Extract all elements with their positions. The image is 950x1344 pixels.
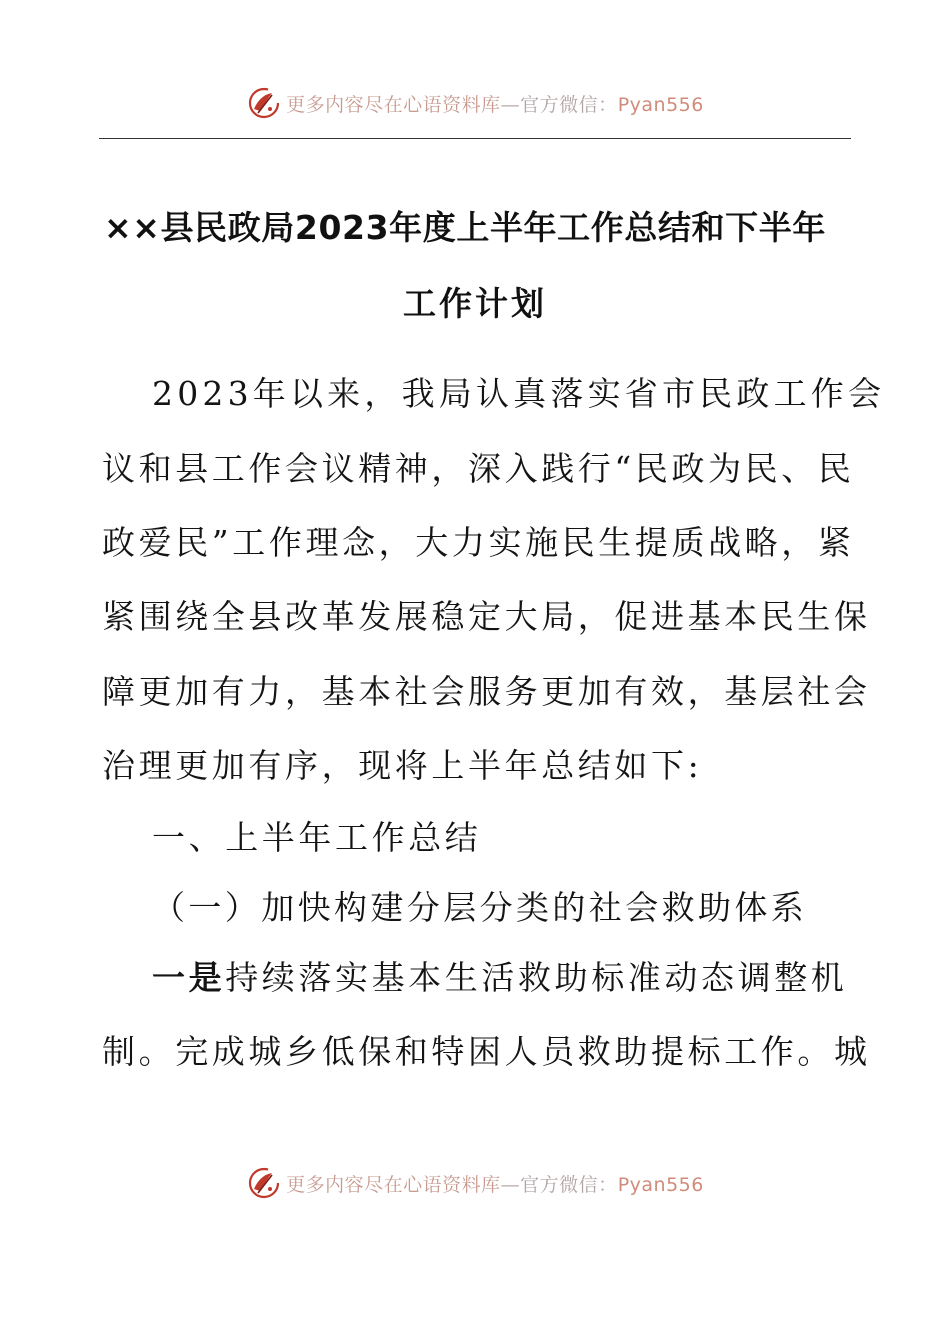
header-divider <box>99 138 851 139</box>
paragraph1-line2: 议和县工作会议精神，深入践行“民政为民、民 <box>102 449 855 488</box>
paragraph1-line6: 治理更加有序，现将上半年总结如下: <box>102 746 703 785</box>
header-watermark <box>0 83 950 123</box>
footer-wechat-label: 官方微信： <box>520 1173 618 1196</box>
header-separator: — <box>500 93 521 116</box>
paragraph1-line1: 2023年以来，我局认真落实省市民政工作会 <box>152 374 886 413</box>
section1-heading: 一、上半年工作总结 <box>152 818 482 857</box>
paragraph1-line5: 障更加有力，基本社会服务更加有效，基层社会 <box>102 672 871 711</box>
header-site-text: 更多内容尽在心语资料库 <box>286 93 501 116</box>
document-title-line1: ××县民政局2023年度上半年工作总结和下半年 <box>104 208 826 247</box>
item1-lead: 一是 <box>152 958 226 997</box>
footer-site-text: 更多内容尽在心语资料库 <box>286 1173 501 1196</box>
header-wechat-label: 官方微信： <box>520 93 618 116</box>
item1-line2: 制。完成城乡低保和特困人员救助提标工作。城 <box>102 1032 871 1071</box>
footer-separator: — <box>500 1173 521 1196</box>
logo-icon <box>246 85 282 121</box>
header-wechat-id: Pyan556 <box>617 93 704 116</box>
footer-wechat-id: Pyan556 <box>617 1173 704 1196</box>
item1-line1 <box>152 958 850 998</box>
footer-watermark <box>0 1163 950 1203</box>
document-title-line2: 工作计划 <box>403 284 547 323</box>
paragraph1-line3: 政爱民”工作理念，大力实施民生提质战略，紧 <box>102 523 855 562</box>
logo-icon <box>246 1165 282 1201</box>
paragraph1-line4: 紧围绕全县改革发展稳定大局，促进基本民生保 <box>102 597 871 636</box>
subsection1-heading: （一）加快构建分层分类的社会救助体系 <box>152 888 808 927</box>
item1-line1-text: 持续落实基本生活救助标准动态调整机 <box>225 958 848 997</box>
